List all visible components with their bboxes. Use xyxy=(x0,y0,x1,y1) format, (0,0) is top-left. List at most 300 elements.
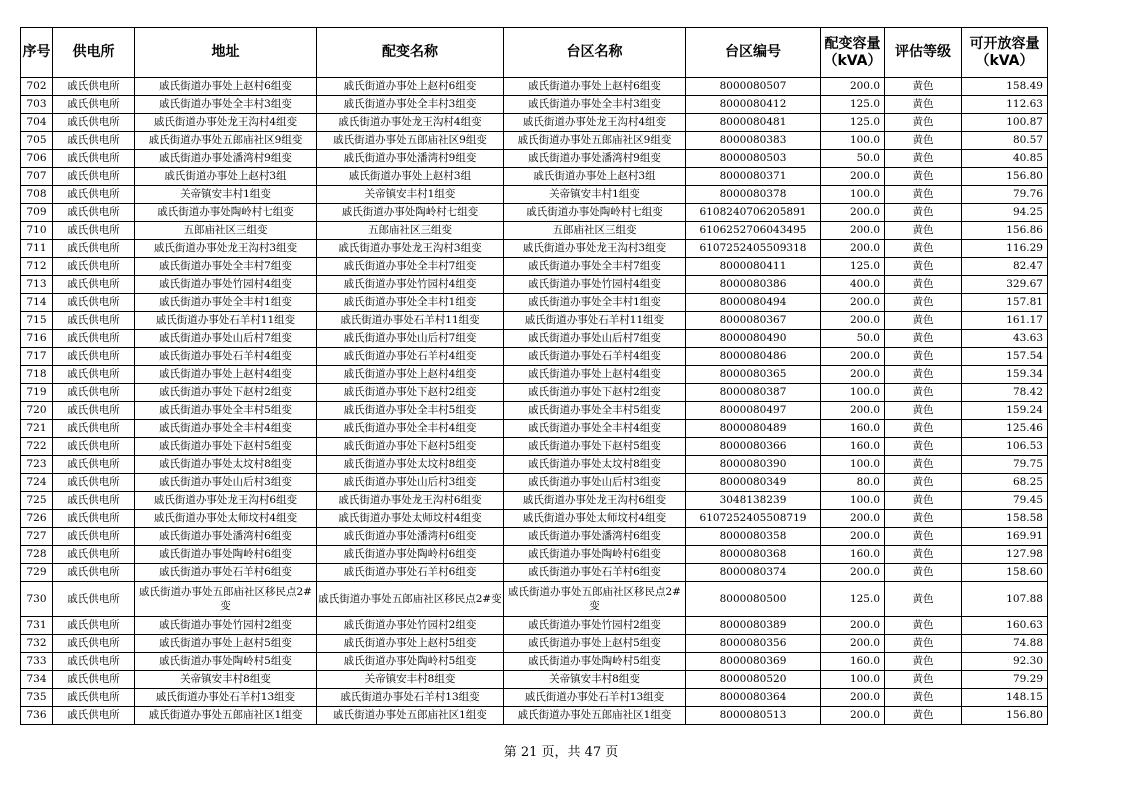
table-row xyxy=(21,114,1048,132)
cell-capacity: 50.0 xyxy=(821,150,885,168)
cell-index: 711 xyxy=(21,240,53,258)
cell-capacity: 160.0 xyxy=(821,438,885,456)
cell-index: 708 xyxy=(21,186,53,204)
cell-station: 戚氏供电所 xyxy=(53,492,135,510)
cell-capacity: 160.0 xyxy=(821,546,885,564)
cell-area-name: 戚氏街道办事处陶岭村5组变 xyxy=(504,653,686,671)
cell-grade: 黄色 xyxy=(885,258,962,276)
cell-area-name: 戚氏街道办事处陶岭村6组变 xyxy=(504,546,686,564)
cell-station: 戚氏供电所 xyxy=(53,348,135,366)
table-body xyxy=(21,78,1048,725)
table-row xyxy=(21,492,1048,510)
cell-station: 戚氏供电所 xyxy=(53,78,135,96)
cell-open-capacity: 160.63 xyxy=(962,617,1048,635)
cell-open-capacity: 125.46 xyxy=(962,420,1048,438)
cell-transformer-name: 戚氏街道办事处全丰村1组变 xyxy=(317,294,504,312)
header-transformer-name: 配变名称 xyxy=(317,28,504,78)
cell-area-name: 戚氏街道办事处上赵村4组变 xyxy=(504,366,686,384)
cell-area-name: 戚氏街道办事处龙王沟村4组变 xyxy=(504,114,686,132)
cell-grade: 黄色 xyxy=(885,653,962,671)
cell-area-name: 戚氏街道办事处山后村7组变 xyxy=(504,330,686,348)
table-row xyxy=(21,689,1048,707)
cell-address: 戚氏街道办事处竹园村2组变 xyxy=(135,617,317,635)
cell-capacity: 200.0 xyxy=(821,366,885,384)
cell-area-name: 戚氏街道办事处上赵村3组 xyxy=(504,168,686,186)
cell-area-code: 8000080365 xyxy=(686,366,821,384)
cell-station: 戚氏供电所 xyxy=(53,132,135,150)
cell-index: 725 xyxy=(21,492,53,510)
cell-area-name: 戚氏街道办事处竹园村4组变 xyxy=(504,276,686,294)
cell-open-capacity: 156.80 xyxy=(962,168,1048,186)
cell-open-capacity: 78.42 xyxy=(962,384,1048,402)
cell-address: 戚氏街道办事处陶岭村6组变 xyxy=(135,546,317,564)
cell-address: 戚氏街道办事处全丰村3组变 xyxy=(135,96,317,114)
cell-area-name: 戚氏街道办事处陶岭村七组变 xyxy=(504,204,686,222)
cell-grade: 黄色 xyxy=(885,132,962,150)
cell-capacity: 200.0 xyxy=(821,689,885,707)
cell-station: 戚氏供电所 xyxy=(53,528,135,546)
cell-capacity: 200.0 xyxy=(821,348,885,366)
cell-area-name: 五郎庙社区三组变 xyxy=(504,222,686,240)
cell-index: 721 xyxy=(21,420,53,438)
cell-open-capacity: 68.25 xyxy=(962,474,1048,492)
cell-capacity: 100.0 xyxy=(821,492,885,510)
header-row xyxy=(21,28,1048,78)
cell-address: 戚氏街道办事处上赵村3组 xyxy=(135,168,317,186)
cell-grade: 黄色 xyxy=(885,330,962,348)
cell-transformer-name: 戚氏街道办事处上赵村3组 xyxy=(317,168,504,186)
table-row xyxy=(21,384,1048,402)
cell-index: 706 xyxy=(21,150,53,168)
header-station: 供电所 xyxy=(53,28,135,78)
table-row xyxy=(21,330,1048,348)
cell-open-capacity: 79.75 xyxy=(962,456,1048,474)
cell-transformer-name: 戚氏街道办事处太坟村8组变 xyxy=(317,456,504,474)
cell-transformer-name: 戚氏街道办事处全丰村3组变 xyxy=(317,96,504,114)
cell-index: 733 xyxy=(21,653,53,671)
cell-station: 戚氏供电所 xyxy=(53,168,135,186)
cell-transformer-name: 戚氏街道办事处竹园村2组变 xyxy=(317,617,504,635)
cell-station: 戚氏供电所 xyxy=(53,366,135,384)
cell-capacity: 200.0 xyxy=(821,510,885,528)
cell-area-code: 8000080364 xyxy=(686,689,821,707)
cell-index: 713 xyxy=(21,276,53,294)
cell-transformer-name: 戚氏街道办事处全丰村4组变 xyxy=(317,420,504,438)
cell-area-name: 关帝镇安丰村1组变 xyxy=(504,186,686,204)
cell-area-code: 8000080371 xyxy=(686,168,821,186)
cell-area-name: 戚氏街道办事处五郎庙社区9组变 xyxy=(504,132,686,150)
cell-open-capacity: 80.57 xyxy=(962,132,1048,150)
cell-address: 戚氏街道办事处陶岭村5组变 xyxy=(135,653,317,671)
cell-station: 戚氏供电所 xyxy=(53,384,135,402)
cell-transformer-name: 戚氏街道办事处下赵村2组变 xyxy=(317,384,504,402)
cell-area-code: 8000080358 xyxy=(686,528,821,546)
cell-station: 戚氏供电所 xyxy=(53,402,135,420)
cell-area-name: 戚氏街道办事处潘湾村9组变 xyxy=(504,150,686,168)
table-row xyxy=(21,510,1048,528)
cell-open-capacity: 158.49 xyxy=(962,78,1048,96)
header-area-name: 台区名称 xyxy=(504,28,686,78)
cell-open-capacity: 148.15 xyxy=(962,689,1048,707)
cell-area-code: 3048138239 xyxy=(686,492,821,510)
cell-index: 718 xyxy=(21,366,53,384)
cell-area-name: 戚氏街道办事处太师坟村4组变 xyxy=(504,510,686,528)
table-row xyxy=(21,546,1048,564)
cell-capacity: 400.0 xyxy=(821,276,885,294)
cell-open-capacity: 159.24 xyxy=(962,402,1048,420)
cell-capacity: 100.0 xyxy=(821,456,885,474)
cell-open-capacity: 158.60 xyxy=(962,564,1048,582)
cell-station: 戚氏供电所 xyxy=(53,582,135,617)
cell-station: 戚氏供电所 xyxy=(53,707,135,725)
cell-open-capacity: 156.86 xyxy=(962,222,1048,240)
cell-area-code: 6106252706043495 xyxy=(686,222,821,240)
cell-area-code: 8000080374 xyxy=(686,564,821,582)
cell-address: 戚氏街道办事处下赵村5组变 xyxy=(135,438,317,456)
cell-transformer-name: 戚氏街道办事处下赵村5组变 xyxy=(317,438,504,456)
cell-transformer-name: 五郎庙社区三组变 xyxy=(317,222,504,240)
cell-transformer-name: 戚氏街道办事处五郎庙社区1组变 xyxy=(317,707,504,725)
cell-capacity: 50.0 xyxy=(821,330,885,348)
cell-address: 戚氏街道办事处全丰村5组变 xyxy=(135,402,317,420)
cell-area-name: 戚氏街道办事处石羊村4组变 xyxy=(504,348,686,366)
cell-index: 715 xyxy=(21,312,53,330)
cell-open-capacity: 157.54 xyxy=(962,348,1048,366)
cell-address: 戚氏街道办事处竹园村4组变 xyxy=(135,276,317,294)
cell-address: 关帝镇安丰村1组变 xyxy=(135,186,317,204)
cell-area-name: 戚氏街道办事处潘湾村6组变 xyxy=(504,528,686,546)
cell-transformer-name: 戚氏街道办事处潘湾村9组变 xyxy=(317,150,504,168)
cell-grade: 黄色 xyxy=(885,348,962,366)
cell-transformer-name: 戚氏街道办事处全丰村7组变 xyxy=(317,258,504,276)
cell-capacity: 200.0 xyxy=(821,78,885,96)
cell-address: 戚氏街道办事处山后村7组变 xyxy=(135,330,317,348)
cell-capacity: 100.0 xyxy=(821,186,885,204)
cell-capacity: 200.0 xyxy=(821,564,885,582)
cell-capacity: 125.0 xyxy=(821,114,885,132)
cell-station: 戚氏供电所 xyxy=(53,240,135,258)
table-row xyxy=(21,438,1048,456)
cell-capacity: 80.0 xyxy=(821,474,885,492)
cell-capacity: 200.0 xyxy=(821,240,885,258)
cell-area-code: 8000080412 xyxy=(686,96,821,114)
cell-grade: 黄色 xyxy=(885,240,962,258)
cell-grade: 黄色 xyxy=(885,312,962,330)
cell-open-capacity: 43.63 xyxy=(962,330,1048,348)
cell-area-name: 戚氏街道办事处石羊村11组变 xyxy=(504,312,686,330)
table-row xyxy=(21,294,1048,312)
cell-station: 戚氏供电所 xyxy=(53,510,135,528)
table-row xyxy=(21,96,1048,114)
cell-area-name: 戚氏街道办事处下赵村5组变 xyxy=(504,438,686,456)
cell-index: 717 xyxy=(21,348,53,366)
cell-transformer-name: 戚氏街道办事处龙王沟村6组变 xyxy=(317,492,504,510)
cell-area-code: 8000080369 xyxy=(686,653,821,671)
table-row xyxy=(21,258,1048,276)
cell-open-capacity: 127.98 xyxy=(962,546,1048,564)
cell-index: 710 xyxy=(21,222,53,240)
cell-transformer-name: 戚氏街道办事处石羊村6组变 xyxy=(317,564,504,582)
cell-area-code: 8000080513 xyxy=(686,707,821,725)
cell-station: 戚氏供电所 xyxy=(53,420,135,438)
cell-open-capacity: 161.17 xyxy=(962,312,1048,330)
cell-area-code: 8000080507 xyxy=(686,78,821,96)
page-footer: 第 21 页，共 47 页 xyxy=(503,745,619,760)
cell-transformer-name: 戚氏街道办事处山后村7组变 xyxy=(317,330,504,348)
cell-open-capacity: 169.91 xyxy=(962,528,1048,546)
cell-transformer-name: 戚氏街道办事处石羊村4组变 xyxy=(317,348,504,366)
cell-index: 716 xyxy=(21,330,53,348)
cell-index: 727 xyxy=(21,528,53,546)
cell-open-capacity: 100.87 xyxy=(962,114,1048,132)
cell-index: 720 xyxy=(21,402,53,420)
header-capacity: 配变容量（kVA） xyxy=(821,28,885,78)
cell-index: 726 xyxy=(21,510,53,528)
cell-area-code: 6107252405508719 xyxy=(686,510,821,528)
cell-grade: 黄色 xyxy=(885,420,962,438)
cell-transformer-name: 戚氏街道办事处陶岭村6组变 xyxy=(317,546,504,564)
cell-open-capacity: 94.25 xyxy=(962,204,1048,222)
cell-address: 戚氏街道办事处石羊村6组变 xyxy=(135,564,317,582)
cell-area-name: 戚氏街道办事处龙王沟村6组变 xyxy=(504,492,686,510)
cell-station: 戚氏供电所 xyxy=(53,689,135,707)
cell-area-code: 8000080486 xyxy=(686,348,821,366)
header-grade: 评估等级 xyxy=(885,28,962,78)
cell-station: 戚氏供电所 xyxy=(53,204,135,222)
cell-capacity: 200.0 xyxy=(821,312,885,330)
cell-grade: 黄色 xyxy=(885,617,962,635)
cell-area-name: 戚氏街道办事处全丰村7组变 xyxy=(504,258,686,276)
cell-address: 戚氏街道办事处石羊村4组变 xyxy=(135,348,317,366)
cell-station: 戚氏供电所 xyxy=(53,222,135,240)
cell-grade: 黄色 xyxy=(885,707,962,725)
cell-grade: 黄色 xyxy=(885,635,962,653)
cell-index: 729 xyxy=(21,564,53,582)
cell-area-code: 8000080366 xyxy=(686,438,821,456)
cell-station: 戚氏供电所 xyxy=(53,186,135,204)
cell-address: 戚氏街道办事处太坟村8组变 xyxy=(135,456,317,474)
cell-area-code: 8000080368 xyxy=(686,546,821,564)
cell-open-capacity: 79.45 xyxy=(962,492,1048,510)
cell-index: 735 xyxy=(21,689,53,707)
table-row xyxy=(21,366,1048,384)
cell-grade: 黄色 xyxy=(885,384,962,402)
table-row xyxy=(21,528,1048,546)
table-row xyxy=(21,456,1048,474)
cell-grade: 黄色 xyxy=(885,564,962,582)
cell-area-name: 戚氏街道办事处全丰村5组变 xyxy=(504,402,686,420)
cell-station: 戚氏供电所 xyxy=(53,150,135,168)
cell-open-capacity: 79.29 xyxy=(962,671,1048,689)
table-row xyxy=(21,222,1048,240)
cell-open-capacity: 106.53 xyxy=(962,438,1048,456)
cell-index: 707 xyxy=(21,168,53,186)
table-row xyxy=(21,653,1048,671)
cell-transformer-name: 戚氏街道办事处太师坟村4组变 xyxy=(317,510,504,528)
cell-station: 戚氏供电所 xyxy=(53,617,135,635)
cell-grade: 黄色 xyxy=(885,222,962,240)
cell-station: 戚氏供电所 xyxy=(53,653,135,671)
cell-capacity: 200.0 xyxy=(821,294,885,312)
cell-index: 724 xyxy=(21,474,53,492)
cell-area-name: 戚氏街道办事处石羊村13组变 xyxy=(504,689,686,707)
cell-address: 戚氏街道办事处石羊村13组变 xyxy=(135,689,317,707)
cell-grade: 黄色 xyxy=(885,510,962,528)
cell-capacity: 100.0 xyxy=(821,132,885,150)
header-open-capacity: 可开放容量（kVA） xyxy=(962,28,1048,78)
table-row xyxy=(21,132,1048,150)
cell-station: 戚氏供电所 xyxy=(53,96,135,114)
cell-transformer-name: 戚氏街道办事处龙王沟村3组变 xyxy=(317,240,504,258)
cell-station: 戚氏供电所 xyxy=(53,564,135,582)
cell-transformer-name: 关帝镇安丰村1组变 xyxy=(317,186,504,204)
table-row xyxy=(21,186,1048,204)
cell-index: 732 xyxy=(21,635,53,653)
cell-index: 702 xyxy=(21,78,53,96)
cell-address: 戚氏街道办事处五郎庙社区9组变 xyxy=(135,132,317,150)
table-row xyxy=(21,402,1048,420)
header-address: 地址 xyxy=(135,28,317,78)
cell-area-name: 戚氏街道办事处石羊村6组变 xyxy=(504,564,686,582)
cell-address: 戚氏街道办事处石羊村11组变 xyxy=(135,312,317,330)
cell-area-name: 戚氏街道办事处全丰村3组变 xyxy=(504,96,686,114)
cell-area-name: 戚氏街道办事处上赵村5组变 xyxy=(504,635,686,653)
cell-transformer-name: 戚氏街道办事处石羊村11组变 xyxy=(317,312,504,330)
cell-open-capacity: 329.67 xyxy=(962,276,1048,294)
table-row xyxy=(21,204,1048,222)
cell-grade: 黄色 xyxy=(885,186,962,204)
cell-area-code: 8000080500 xyxy=(686,582,821,617)
cell-grade: 黄色 xyxy=(885,276,962,294)
cell-open-capacity: 158.58 xyxy=(962,510,1048,528)
cell-capacity: 160.0 xyxy=(821,420,885,438)
cell-index: 722 xyxy=(21,438,53,456)
cell-transformer-name: 戚氏街道办事处五郎庙社区移民点2#变 xyxy=(317,582,504,617)
cell-address: 戚氏街道办事处五郎庙社区移民点2#变 xyxy=(135,582,317,617)
cell-area-name: 戚氏街道办事处山后村3组变 xyxy=(504,474,686,492)
cell-address: 戚氏街道办事处龙王沟村4组变 xyxy=(135,114,317,132)
cell-open-capacity: 107.88 xyxy=(962,582,1048,617)
cell-area-code: 8000080383 xyxy=(686,132,821,150)
cell-station: 戚氏供电所 xyxy=(53,330,135,348)
cell-station: 戚氏供电所 xyxy=(53,258,135,276)
cell-capacity: 125.0 xyxy=(821,258,885,276)
cell-capacity: 100.0 xyxy=(821,671,885,689)
cell-grade: 黄色 xyxy=(885,456,962,474)
cell-transformer-name: 戚氏街道办事处上赵村5组变 xyxy=(317,635,504,653)
cell-area-name: 戚氏街道办事处五郎庙社区1组变 xyxy=(504,707,686,725)
cell-transformer-name: 戚氏街道办事处石羊村13组变 xyxy=(317,689,504,707)
cell-station: 戚氏供电所 xyxy=(53,276,135,294)
cell-transformer-name: 戚氏街道办事处潘湾村6组变 xyxy=(317,528,504,546)
cell-transformer-name: 戚氏街道办事处全丰村5组变 xyxy=(317,402,504,420)
cell-area-code: 8000080387 xyxy=(686,384,821,402)
cell-address: 戚氏街道办事处陶岭村七组变 xyxy=(135,204,317,222)
cell-station: 戚氏供电所 xyxy=(53,438,135,456)
cell-address: 戚氏街道办事处五郎庙社区1组变 xyxy=(135,707,317,725)
cell-grade: 黄色 xyxy=(885,492,962,510)
cell-index: 705 xyxy=(21,132,53,150)
cell-index: 728 xyxy=(21,546,53,564)
table-row xyxy=(21,564,1048,582)
cell-area-name: 戚氏街道办事处全丰村4组变 xyxy=(504,420,686,438)
table-row xyxy=(21,348,1048,366)
cell-station: 戚氏供电所 xyxy=(53,456,135,474)
cell-capacity: 200.0 xyxy=(821,222,885,240)
cell-index: 723 xyxy=(21,456,53,474)
cell-transformer-name: 戚氏街道办事处龙王沟村4组变 xyxy=(317,114,504,132)
cell-grade: 黄色 xyxy=(885,671,962,689)
cell-capacity: 125.0 xyxy=(821,582,885,617)
cell-grade: 黄色 xyxy=(885,78,962,96)
cell-grade: 黄色 xyxy=(885,546,962,564)
cell-index: 734 xyxy=(21,671,53,689)
cell-station: 戚氏供电所 xyxy=(53,474,135,492)
cell-capacity: 160.0 xyxy=(821,653,885,671)
cell-address: 戚氏街道办事处上赵村5组变 xyxy=(135,635,317,653)
cell-area-code: 8000080503 xyxy=(686,150,821,168)
cell-address: 戚氏街道办事处太师坟村4组变 xyxy=(135,510,317,528)
cell-area-code: 8000080367 xyxy=(686,312,821,330)
cell-area-code: 8000080386 xyxy=(686,276,821,294)
cell-area-code: 8000080520 xyxy=(686,671,821,689)
cell-station: 戚氏供电所 xyxy=(53,635,135,653)
cell-address: 戚氏街道办事处山后村3组变 xyxy=(135,474,317,492)
cell-index: 730 xyxy=(21,582,53,617)
table-row xyxy=(21,312,1048,330)
cell-index: 714 xyxy=(21,294,53,312)
cell-area-code: 6107252405509318 xyxy=(686,240,821,258)
cell-area-code: 8000080378 xyxy=(686,186,821,204)
cell-address: 戚氏街道办事处上赵村6组变 xyxy=(135,78,317,96)
header-index: 序号 xyxy=(21,28,53,78)
cell-address: 五郎庙社区三组变 xyxy=(135,222,317,240)
cell-grade: 黄色 xyxy=(885,689,962,707)
cell-index: 736 xyxy=(21,707,53,725)
table-row xyxy=(21,276,1048,294)
cell-area-name: 戚氏街道办事处太坟村8组变 xyxy=(504,456,686,474)
cell-transformer-name: 戚氏街道办事处竹园村4组变 xyxy=(317,276,504,294)
table-row xyxy=(21,150,1048,168)
cell-grade: 黄色 xyxy=(885,150,962,168)
cell-transformer-name: 关帝镇安丰村8组变 xyxy=(317,671,504,689)
cell-index: 709 xyxy=(21,204,53,222)
cell-address: 关帝镇安丰村8组变 xyxy=(135,671,317,689)
cell-open-capacity: 74.88 xyxy=(962,635,1048,653)
table-row xyxy=(21,240,1048,258)
cell-station: 戚氏供电所 xyxy=(53,546,135,564)
cell-area-code: 8000080349 xyxy=(686,474,821,492)
cell-open-capacity: 40.85 xyxy=(962,150,1048,168)
cell-capacity: 200.0 xyxy=(821,707,885,725)
cell-grade: 黄色 xyxy=(885,168,962,186)
cell-area-name: 戚氏街道办事处全丰村1组变 xyxy=(504,294,686,312)
cell-area-name: 戚氏街道办事处竹园村2组变 xyxy=(504,617,686,635)
cell-capacity: 200.0 xyxy=(821,635,885,653)
table-row xyxy=(21,420,1048,438)
cell-index: 731 xyxy=(21,617,53,635)
table-row xyxy=(21,707,1048,725)
cell-station: 戚氏供电所 xyxy=(53,312,135,330)
cell-address: 戚氏街道办事处龙王沟村6组变 xyxy=(135,492,317,510)
cell-capacity: 200.0 xyxy=(821,168,885,186)
cell-transformer-name: 戚氏街道办事处上赵村6组变 xyxy=(317,78,504,96)
cell-area-code: 8000080490 xyxy=(686,330,821,348)
cell-area-name: 戚氏街道办事处龙王沟村3组变 xyxy=(504,240,686,258)
cell-address: 戚氏街道办事处上赵村4组变 xyxy=(135,366,317,384)
cell-grade: 黄色 xyxy=(885,402,962,420)
cell-index: 719 xyxy=(21,384,53,402)
